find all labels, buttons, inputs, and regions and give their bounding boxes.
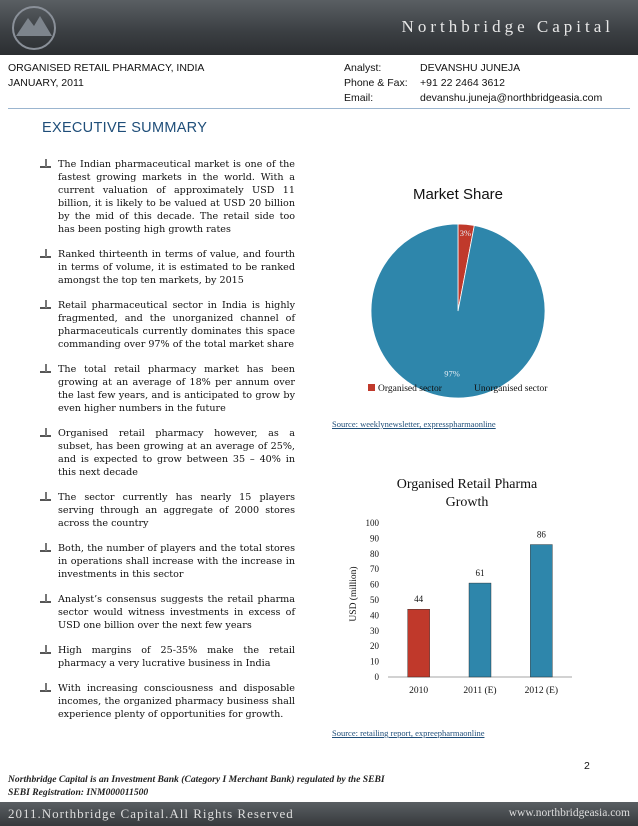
bar-2012e — [530, 545, 552, 677]
header-banner — [0, 0, 638, 55]
list-item: Organised retail pharmacy however, as a subset, has been growing at an average of 25%, and is expected to grow between 35 – 40% in this next decade — [40, 427, 295, 479]
analyst-value: DEVANSHU JUNEJA — [420, 62, 521, 74]
bullet-icon — [40, 249, 51, 258]
chart-title-line1: Organised Retail Pharma — [396, 477, 538, 492]
bullet-icon — [40, 594, 51, 603]
list-item: The sector currently has nearly 15 players serving through an aggregate of 2000 stores across the country — [40, 491, 295, 530]
y-tick-label: 20 — [370, 641, 379, 652]
regulatory-line2: SEBI Registration: INM000011500 — [8, 787, 149, 798]
report-title: ORGANISED RETAIL PHARMACY, INDIA — [8, 62, 205, 74]
company-logo-icon — [6, 4, 62, 52]
analyst-label: Analyst: — [344, 62, 382, 74]
y-tick-label: 100 — [365, 518, 379, 528]
y-axis-label: USD (million) — [349, 566, 359, 622]
x-tick-label: 2010 — [409, 686, 429, 696]
list-item: With increasing consciousness and disposable incomes, the organized pharmacy business shall experience plenty of opportunities for growth. — [40, 682, 295, 721]
header-divider — [8, 108, 630, 109]
list-item: Ranked thirteenth in terms of value, and fourth in terms of volume, it is estimated to be ranked amongst the top ten markets, by 2015 — [40, 248, 295, 287]
y-tick-label: 50 — [370, 595, 379, 605]
bar-chart-svg — [342, 468, 574, 701]
analyst-info — [344, 61, 602, 106]
chart2-source[interactable]: Source: retailing report, expreepharmaonline — [332, 728, 485, 738]
regulatory-note — [8, 773, 385, 799]
bullet-icon — [40, 543, 51, 552]
regulatory-line1: Northbridge Capital is an Investment Bank (Category I Merchant Bank) regulated by the SEBI — [8, 774, 385, 785]
list-item: High margins of 25-35% make the retail pharmacy a very lucrative business in India — [40, 644, 295, 670]
y-tick-label: 10 — [370, 656, 379, 667]
phone-value: +91 22 2464 3612 — [420, 77, 505, 89]
section-title: EXECUTIVE SUMMARY — [42, 120, 208, 136]
legend-swatch — [464, 384, 471, 391]
list-item: Retail pharmaceutical sector in India is highly fragmented, and the unorganized channel of pharmaceuticals currently dominates this space commanding over 97% of the total market share — [40, 299, 295, 351]
pie-data-label: 3% — [459, 228, 472, 239]
pie-data-label: 97% — [444, 368, 460, 379]
y-tick-label: 0 — [374, 672, 379, 682]
bar-value-label: 61 — [475, 568, 485, 579]
legend-swatch — [368, 384, 375, 391]
bullet-icon — [40, 364, 51, 373]
list-item: The Indian pharmaceutical market is one of the fastest growing markets in the world. With a current valuation of approximately USD 11 billion, it is likely to be valued at USD 20 billion by the mid of this decade. The retail side too has been posting high growth rates — [40, 158, 295, 236]
bar-2010 — [408, 609, 430, 677]
bar-value-label: 86 — [536, 529, 546, 540]
chart-title-line2: Growth — [445, 495, 489, 510]
bullet-icon — [40, 428, 51, 437]
y-tick-label: 70 — [370, 564, 379, 575]
y-tick-label: 80 — [370, 548, 379, 559]
page-number: 2 — [584, 760, 590, 772]
bullet-icon — [40, 645, 51, 654]
y-tick-label: 60 — [370, 579, 379, 590]
market-share-chart — [342, 165, 574, 406]
pie-chart-svg — [342, 165, 574, 406]
website-link[interactable]: www.northbridgeasia.com — [508, 807, 630, 819]
chart-title: Market Share — [412, 186, 504, 203]
list-item: Analyst’s consensus suggests the retail pharma sector would witness investments in excess of USD one billion over the next few years — [40, 593, 295, 632]
bullet-icon — [40, 683, 51, 692]
list-item: Both, the number of players and the total stores in operations shall increase with the increase in investments in this sector — [40, 542, 295, 581]
x-tick-label: 2011 (E) — [463, 686, 497, 696]
bullet-icon — [40, 159, 51, 168]
chart1-source[interactable]: Source: weeklynewsletter, expresspharmaonline — [332, 419, 496, 429]
summary-bullets — [40, 158, 295, 721]
report-date: JANUARY, 2011 — [8, 77, 84, 89]
copyright-text: 2011.Northbridge Capital.All Rights Reserved — [8, 806, 294, 821]
phone-label: Phone & Fax: — [344, 77, 408, 89]
brand-name: Northbridge Capital — [401, 17, 614, 36]
legend-label: Organised sector — [378, 384, 442, 394]
y-tick-label: 40 — [370, 610, 379, 621]
y-tick-label: 90 — [370, 533, 379, 544]
legend-label: Unorganised sector — [474, 384, 548, 394]
x-tick-label: 2012 (E) — [524, 686, 559, 696]
footer-bar — [0, 802, 638, 826]
report-info — [8, 61, 204, 91]
bar-value-label: 44 — [414, 594, 424, 605]
bar-2011e — [469, 583, 491, 677]
growth-chart — [342, 468, 574, 701]
bullet-icon — [40, 300, 51, 309]
email-value[interactable]: devanshu.juneja@northbridgeasia.com — [420, 92, 603, 104]
y-tick-label: 30 — [370, 625, 379, 636]
list-item: The total retail pharmacy market has been growing at an average of 18% per annum over the last few years, and is anticipated to grow by even higher numbers in the future — [40, 363, 295, 415]
email-label: Email: — [344, 92, 374, 104]
bullet-icon — [40, 492, 51, 501]
